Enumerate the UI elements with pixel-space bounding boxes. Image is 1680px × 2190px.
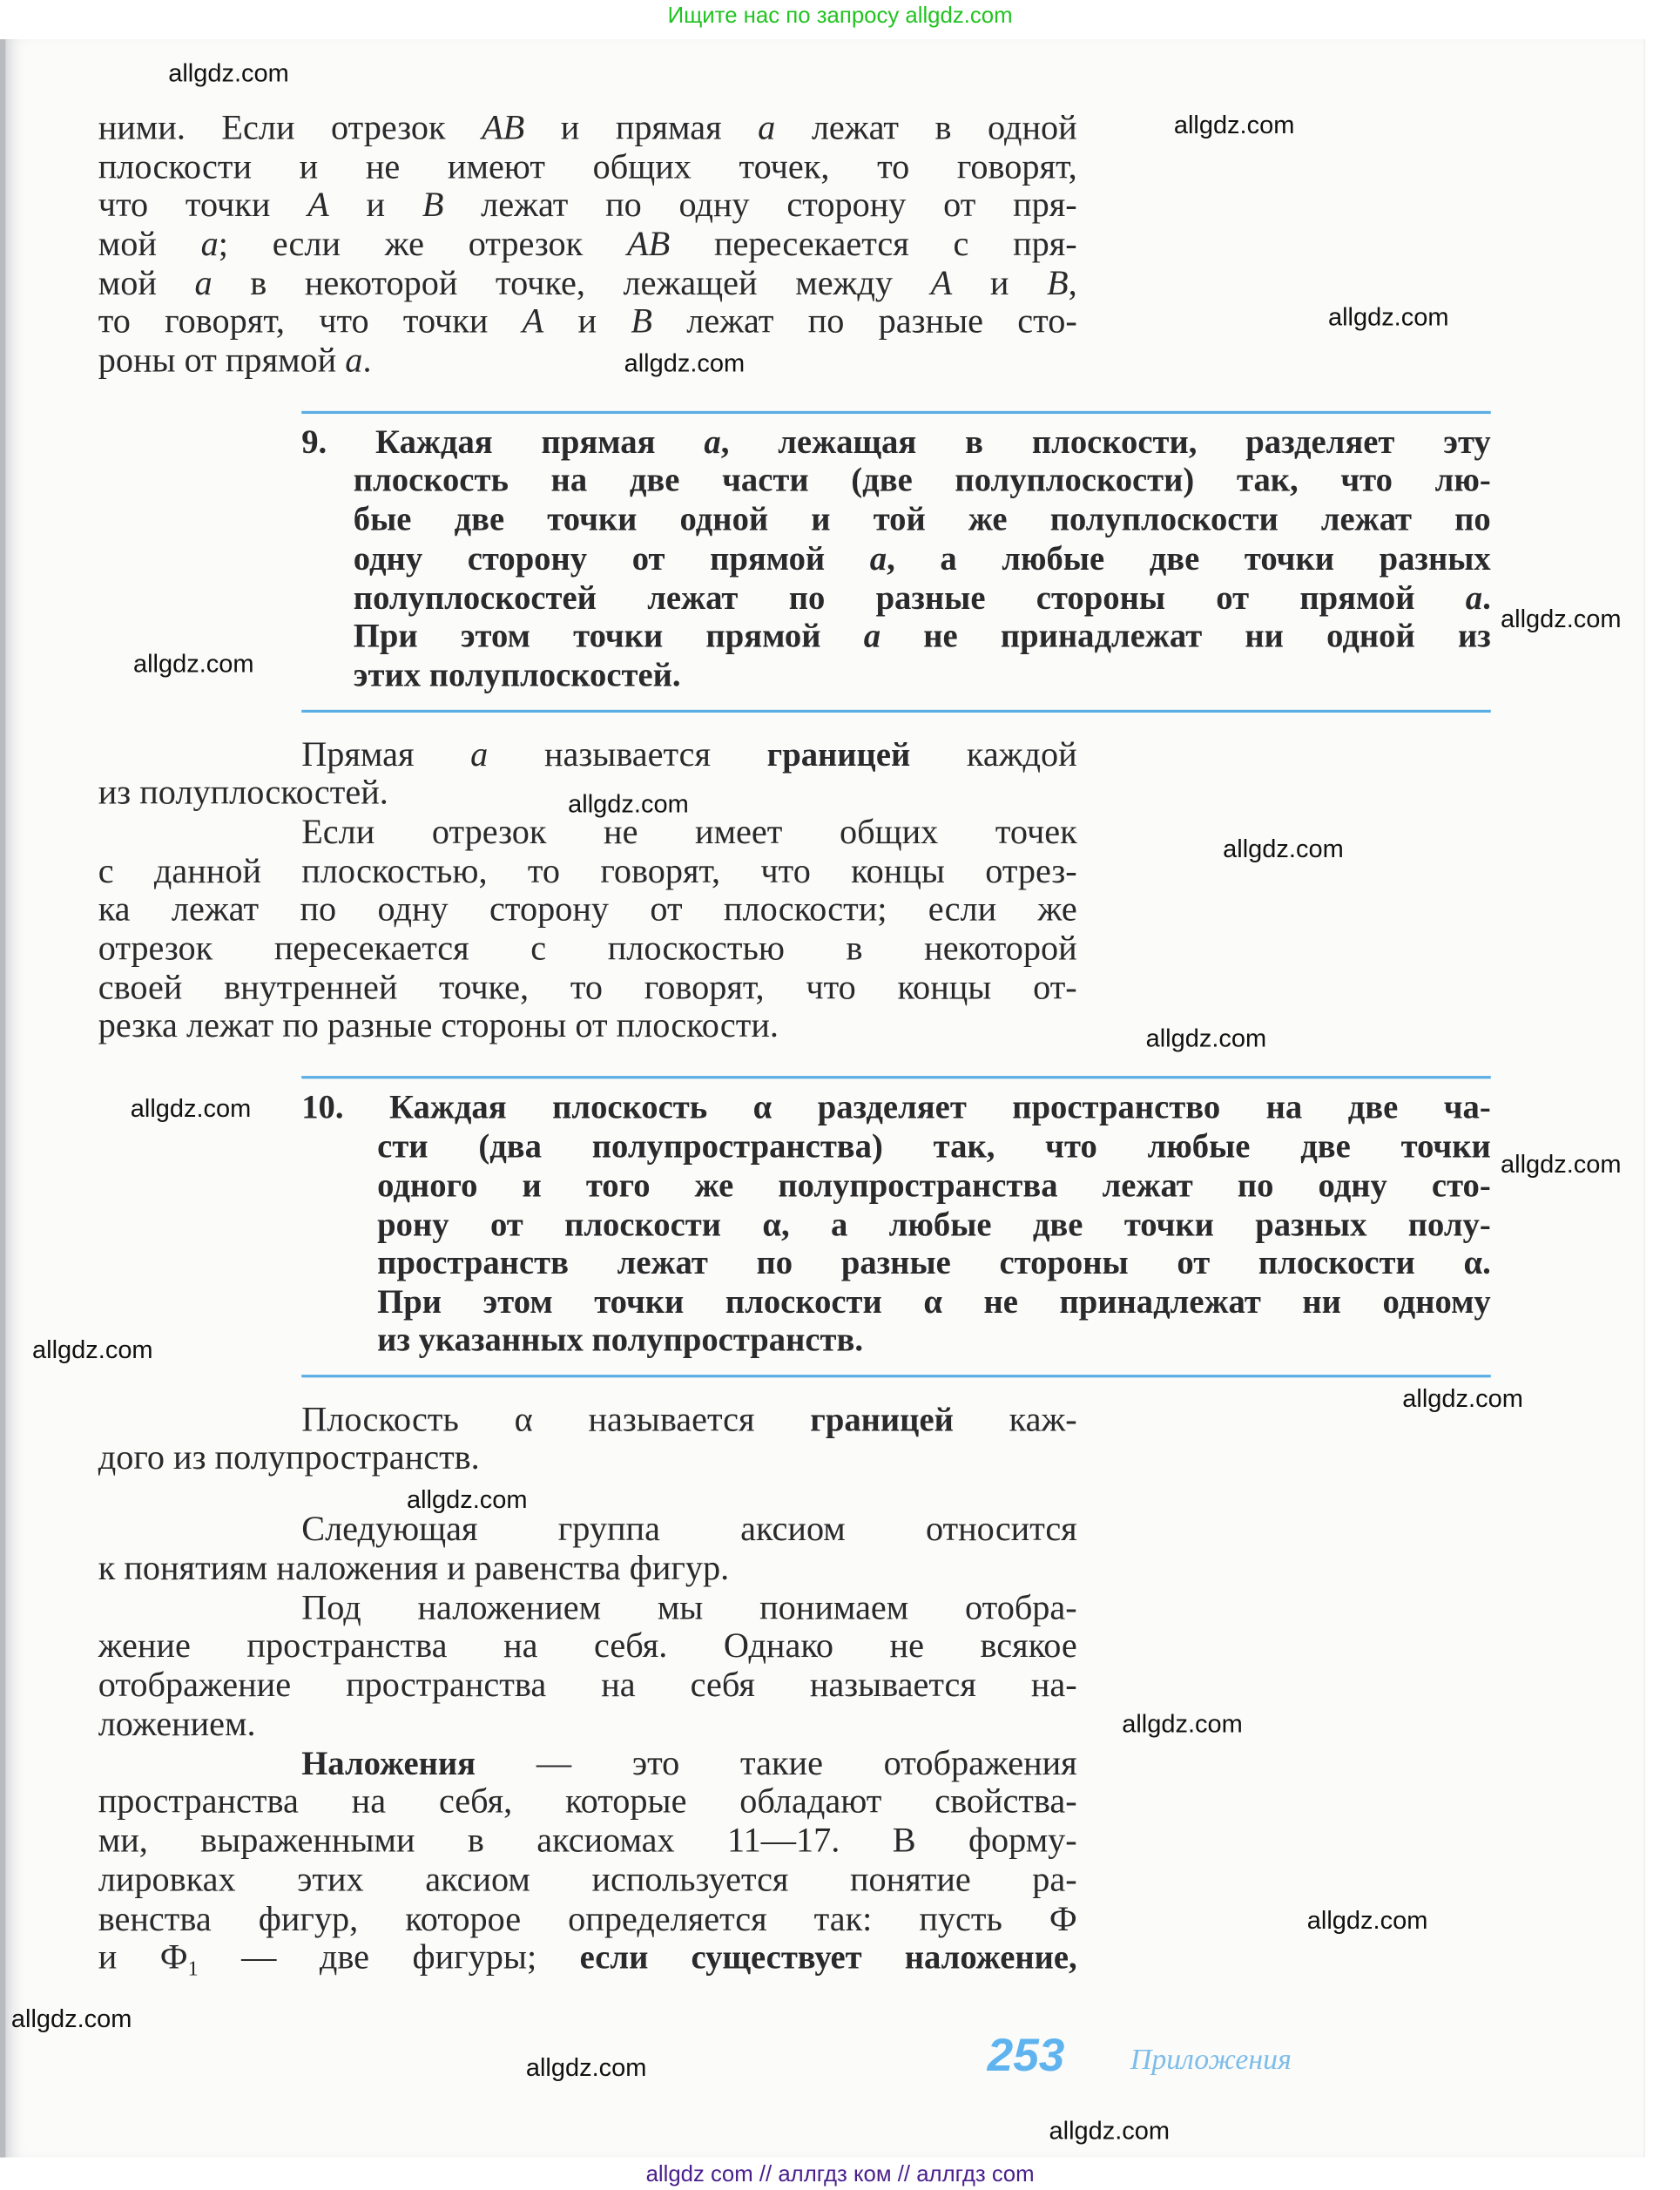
text-run: ка лежат по одну сторону от плоскости; если же xyxy=(98,890,1077,929)
text-run: 10. Каждая плоскость α разделяет пространство на две ча- xyxy=(301,1090,1491,1127)
top-banner: Ищите нас по запросу allgdz.com xyxy=(667,3,1013,29)
text-run: При этом точки прямой xyxy=(353,618,864,656)
text-run: a xyxy=(758,109,776,148)
text-run: ними. Если отрезок xyxy=(98,109,482,148)
text-line xyxy=(377,1244,1491,1283)
text-run: ; если же отрезок xyxy=(218,226,628,264)
text-run: каж- xyxy=(953,1401,1077,1440)
text-run: лировках этих аксиом используется понятие ра- xyxy=(98,1861,1077,1900)
text-run: . xyxy=(362,341,372,381)
text-line xyxy=(98,1822,1077,1862)
text-line xyxy=(98,265,1077,304)
text-run: . xyxy=(1482,580,1491,618)
text-line xyxy=(301,1511,1076,1550)
text-run: ложением. xyxy=(98,1706,256,1744)
bottom-banner: allgdz com // аллгдз ком // аллгдз com xyxy=(645,2163,1035,2187)
text-line xyxy=(98,1550,1077,1589)
watermark-text: allgdz.com xyxy=(624,348,746,378)
text-run: A xyxy=(930,265,953,303)
text-run: что точки xyxy=(98,186,308,225)
text-run: — две фигуры; xyxy=(198,1938,580,1977)
text-run: плоскость на две части (две полуплоскости) так, что лю- xyxy=(353,463,1491,500)
text-run: a xyxy=(1465,580,1483,618)
text-run: a xyxy=(194,265,213,303)
watermark-text: allgdz.com xyxy=(32,1335,153,1364)
text-line xyxy=(98,226,1077,265)
text-line xyxy=(98,342,1077,382)
text-run: резка лежат по разные стороны от плоскости. xyxy=(98,1007,779,1045)
text-line xyxy=(98,1007,1077,1046)
text-run: A xyxy=(307,186,329,225)
text-line xyxy=(301,814,1076,853)
text-run: B xyxy=(1047,265,1069,303)
text-run: A xyxy=(522,302,544,341)
text-run: лежат по одну сторону от пря- xyxy=(443,186,1077,225)
text-run: B xyxy=(631,302,652,341)
text-run: При этом точки плоскости α не принадлежат ни одному xyxy=(377,1285,1491,1321)
section-title: Приложения xyxy=(1130,2042,1292,2077)
text-run: a xyxy=(345,341,363,381)
text-run: Прямая xyxy=(301,736,471,774)
watermark-text: allgdz.com xyxy=(1122,1709,1243,1739)
text-line xyxy=(354,657,1491,696)
text-run: роны от прямой xyxy=(98,341,346,381)
text-run: Следующая группа аксиом относится xyxy=(301,1511,1077,1549)
text-line xyxy=(98,1783,1077,1822)
text-run: дого из полупространств. xyxy=(98,1439,480,1477)
text-run: этих полуплоскостей. xyxy=(353,658,681,695)
text-line xyxy=(354,462,1491,501)
text-line xyxy=(377,1128,1491,1167)
text-run: пересекается с пря- xyxy=(670,226,1077,264)
text-run: бые две точки одной и той же полуплоскости лежат по xyxy=(353,502,1491,539)
text-run: из полуплоскостей. xyxy=(98,774,388,813)
text-line xyxy=(354,540,1491,579)
text-run: мой xyxy=(98,226,201,264)
text-run: в некоторой точке, лежащей между xyxy=(212,265,931,303)
watermark-text: allgdz.com xyxy=(10,2004,132,2033)
text-line xyxy=(98,303,1077,342)
text-run: a xyxy=(704,424,721,462)
text-line xyxy=(98,1706,1077,1745)
text-run: 1 xyxy=(187,1957,199,1981)
text-line xyxy=(301,1745,1076,1784)
text-run: отображение пространства на себя называется на- xyxy=(98,1666,1077,1705)
text-run: отрезок пересекается с плоскостью в некоторой xyxy=(98,929,1077,969)
text-run: a xyxy=(470,736,489,774)
text-run: , xyxy=(1068,265,1077,303)
watermark-text: allgdz.com xyxy=(1173,111,1295,139)
text-run: Наложения xyxy=(301,1746,476,1783)
text-run: лежат по разные сто- xyxy=(651,302,1077,341)
text-run: границей xyxy=(810,1403,954,1440)
text-run: — это такие отображения xyxy=(476,1745,1077,1783)
watermark-text: allgdz.com xyxy=(1327,302,1449,332)
text-line xyxy=(98,1627,1077,1666)
text-run: пространства на себя, которые обладают свойства- xyxy=(98,1782,1077,1822)
text-run: a xyxy=(869,541,887,578)
axiom-9-bottom-rule xyxy=(301,710,1491,713)
text-line xyxy=(98,1901,1077,1940)
text-line xyxy=(98,186,1077,226)
text-line xyxy=(98,1938,1077,1981)
watermark-text: allgdz.com xyxy=(568,789,689,818)
text-run: B xyxy=(422,186,444,225)
text-run: a xyxy=(863,618,881,656)
text-run: называется xyxy=(488,736,767,774)
text-run: и xyxy=(328,186,422,225)
watermark-text: allgdz.com xyxy=(130,1094,252,1123)
text-run: если существует наложение, xyxy=(579,1940,1077,1977)
text-line xyxy=(377,1283,1491,1322)
watermark-text: allgdz.com xyxy=(1306,1906,1428,1935)
text-line xyxy=(354,501,1491,540)
text-line xyxy=(377,1167,1491,1207)
watermark-text: allgdz.com xyxy=(1049,2116,1171,2146)
text-run: Под наложением мы понимаем отобра- xyxy=(301,1589,1077,1627)
text-run: плоскости и не имеют общих точек, то говорят, xyxy=(98,148,1077,187)
text-line xyxy=(301,1402,1076,1441)
text-line xyxy=(301,423,1491,463)
text-run: мой xyxy=(98,265,195,303)
text-line xyxy=(98,1862,1077,1901)
text-line xyxy=(301,736,1076,775)
text-run: одного и того же полупространства лежат по одну сто- xyxy=(377,1168,1491,1206)
watermark-text: allgdz.com xyxy=(1501,1150,1622,1179)
text-run: то говорят, что точки xyxy=(98,302,523,341)
text-run: пространств лежат по разные стороны от плоскости α. xyxy=(377,1245,1491,1282)
text-line xyxy=(354,579,1491,618)
text-line xyxy=(301,1589,1076,1628)
axiom-10-bottom-rule xyxy=(301,1375,1491,1377)
text-line xyxy=(98,149,1077,188)
watermark-text: allgdz.com xyxy=(168,58,289,87)
text-run: сти (два полупространства) так, что любые две точки xyxy=(377,1129,1491,1166)
page-number: 253 xyxy=(987,2028,1065,2081)
axiom-10-top-rule xyxy=(301,1076,1491,1078)
text-run: и прямая xyxy=(524,109,759,148)
watermark-text: allgdz.com xyxy=(1501,605,1622,633)
watermark-text: allgdz.com xyxy=(132,649,254,678)
text-line xyxy=(98,930,1077,970)
text-run: полуплоскостей лежат по разные стороны от прямой xyxy=(353,580,1466,618)
text-run: из указанных полупространств. xyxy=(377,1322,864,1360)
axiom-9-top-rule xyxy=(301,411,1491,414)
text-line xyxy=(377,1207,1491,1246)
text-run: венства фигур, которое определяется так: пусть Ф xyxy=(98,1900,1077,1939)
watermark-text: allgdz.com xyxy=(1223,835,1344,863)
text-run: жение пространства на себя. Однако не всякое xyxy=(98,1626,1077,1666)
text-line xyxy=(98,1439,1077,1478)
text-run: , а любые две точки разных xyxy=(887,541,1491,578)
text-line xyxy=(98,853,1077,892)
text-line xyxy=(98,891,1077,930)
watermark-text: allgdz.com xyxy=(406,1485,528,1514)
text-run: ми, выраженными в аксиомах 11—17. В форму- xyxy=(98,1822,1077,1861)
watermark-text: allgdz.com xyxy=(1145,1024,1267,1052)
watermark-text: allgdz.com xyxy=(525,2053,647,2082)
text-run: границей xyxy=(766,738,911,774)
text-run: a xyxy=(200,226,219,264)
text-run: не принадлежат ни одной из xyxy=(880,618,1491,656)
text-run: Если отрезок не имеет общих точек xyxy=(301,813,1077,852)
text-run: своей внутренней точке, то говорят, что концы от- xyxy=(98,969,1077,1008)
text-run: , лежащая в плоскости, разделяет эту xyxy=(720,424,1491,462)
text-run: и xyxy=(952,265,1048,303)
text-run: с данной плоскостью, то говорят, что концы отрез- xyxy=(98,853,1077,891)
text-line xyxy=(98,1666,1077,1706)
text-run: Плоскость α называется xyxy=(301,1401,811,1440)
text-line xyxy=(301,1089,1491,1128)
text-line xyxy=(98,970,1077,1009)
text-run: и Ф xyxy=(98,1938,188,1977)
text-run: AB xyxy=(627,226,671,264)
text-run: каждой xyxy=(910,736,1077,774)
text-run: одну сторону от прямой xyxy=(353,541,870,578)
text-run: лежат в одной xyxy=(775,109,1077,148)
text-run: 9. Каждая прямая xyxy=(301,424,705,462)
text-line xyxy=(354,618,1491,657)
text-run: и xyxy=(543,302,631,341)
text-run: AB xyxy=(482,109,525,148)
text-run: рону от плоскости α, а любые две точки разных полу- xyxy=(377,1207,1491,1245)
text-run: к понятиям наложения и равенства фигур. xyxy=(98,1550,730,1588)
text-line xyxy=(98,110,1077,149)
text-line xyxy=(377,1321,1491,1361)
watermark-text: allgdz.com xyxy=(1402,1384,1523,1413)
